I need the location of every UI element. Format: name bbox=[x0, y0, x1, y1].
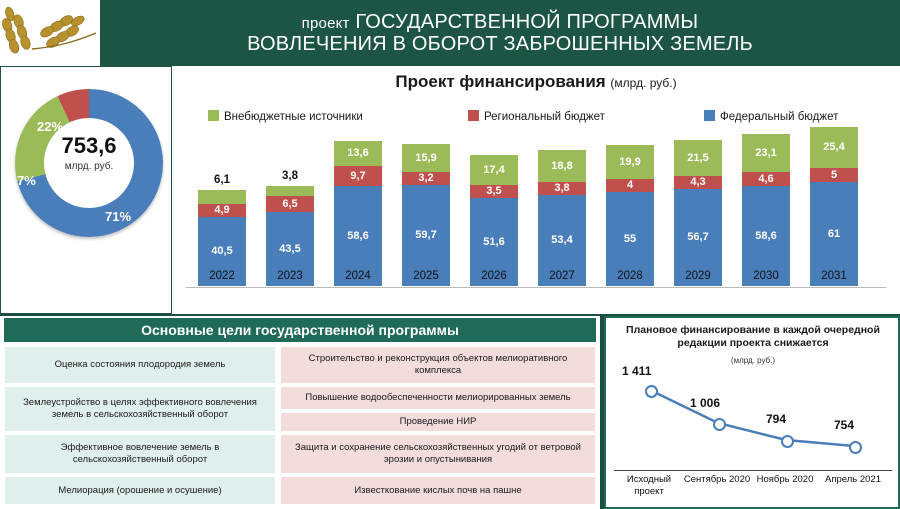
bar-segment-external-2025: 15,9 bbox=[402, 144, 450, 172]
title-line-2: ВОВЛЕЧЕНИЯ В ОБОРОТ ЗАБРОШЕННЫХ ЗЕМЕЛЬ bbox=[247, 33, 753, 55]
x-tick-2028: 2028 bbox=[617, 270, 643, 282]
bar-group-2027 bbox=[538, 150, 586, 286]
bar-segment-regional-2027: 3,8 bbox=[538, 182, 586, 195]
goal-right-4: Защита и сохранение сельскохозяйственных угодий от ветровой эрозии и опустынивания bbox=[280, 434, 596, 474]
bar-segment-regional-2031: 5 bbox=[810, 168, 858, 182]
bar-group-2029 bbox=[674, 140, 722, 286]
bar-segment-external-2028: 19,9 bbox=[606, 145, 654, 179]
line-value-1: 1 411 bbox=[622, 364, 652, 378]
bar-segment-federal-2030: 58,6 bbox=[742, 186, 790, 286]
logo bbox=[0, 0, 100, 66]
legend-item-federal bbox=[704, 110, 838, 123]
bar-segment-external-2023 bbox=[266, 186, 314, 196]
bar-group-2031 bbox=[810, 127, 858, 286]
bar-group-2028 bbox=[606, 145, 654, 286]
line-chart-axis bbox=[614, 470, 892, 471]
x-tick-2023: 2023 bbox=[277, 270, 303, 282]
bar-group-2022 bbox=[198, 174, 246, 286]
line-chart-unit: (млрд. руб.) bbox=[730, 356, 776, 365]
bar-segment-external-2029: 21,5 bbox=[674, 140, 722, 176]
line-chart-plot bbox=[614, 364, 892, 468]
bar-segment-external-2024: 13,6 bbox=[334, 141, 382, 166]
bar-segment-federal-2022: 40,5 bbox=[198, 217, 246, 286]
title-prefix: проект bbox=[301, 14, 350, 32]
bar-chart-plot bbox=[186, 134, 886, 314]
bar-segment-regional-2023: 6,5 bbox=[266, 196, 314, 212]
legend-item-external bbox=[208, 110, 363, 123]
goal-left-3: Эффективное вовлечение земель в сельскохозяйственный оборот bbox=[4, 434, 276, 474]
line-value-3: 794 bbox=[766, 412, 787, 426]
bar-segment-federal-2023: 43,5 bbox=[266, 212, 314, 286]
line-point-4 bbox=[849, 441, 862, 454]
line-value-2: 1 006 bbox=[690, 396, 721, 410]
bar-segment-federal-2024: 58,6 bbox=[334, 186, 382, 286]
bar-chart-unit: (млрд. руб.) bbox=[610, 76, 677, 90]
donut-center-label bbox=[39, 133, 139, 172]
bar-segment-external-2031: 25,4 bbox=[810, 127, 858, 168]
x-tick-2030: 2030 bbox=[753, 270, 779, 282]
donut-chart bbox=[9, 81, 165, 301]
donut-pct-external: 22% bbox=[37, 119, 64, 134]
x-tick-2024: 2024 bbox=[345, 270, 371, 282]
bar-segment-external-2027: 18,8 bbox=[538, 150, 586, 182]
line-x-tick-3: Ноябрь 2020 bbox=[756, 474, 814, 485]
bar-group-2024 bbox=[334, 141, 382, 286]
legend-label-federal: Федеральный бюджет bbox=[720, 111, 839, 123]
bar-group-2025 bbox=[402, 144, 450, 286]
goal-left-2: Землеустройство в целях эффективного вовлечения земель в сельскохозяйственный оборот bbox=[4, 386, 276, 432]
bar-segment-federal-2031: 61 bbox=[810, 182, 858, 286]
line-point-2 bbox=[713, 418, 726, 431]
bar-segment-regional-2024: 9,7 bbox=[334, 166, 382, 186]
goal-right-1: Строительство и реконструкция объектов мелиоративного комплекса bbox=[280, 346, 596, 384]
bar-group-2023 bbox=[266, 170, 314, 286]
bar-segment-regional-2029: 4,3 bbox=[674, 176, 722, 189]
x-tick-2025: 2025 bbox=[413, 270, 439, 282]
bar-chart-panel bbox=[172, 66, 900, 314]
bar-segment-regional-2028: 4 bbox=[606, 179, 654, 192]
bar-segment-regional-2030: 4,6 bbox=[742, 172, 790, 186]
bar-segment-external-2022 bbox=[198, 190, 246, 204]
goal-right-2: Повышение водообеспеченности мелиорированных земель bbox=[280, 386, 596, 410]
bar-segment-regional-2025: 3,2 bbox=[402, 172, 450, 185]
line-point-3 bbox=[781, 435, 794, 448]
donut-pct-federal: 71% bbox=[105, 209, 132, 224]
line-chart-panel bbox=[604, 316, 900, 509]
legend-swatch-federal bbox=[704, 110, 715, 121]
bar-chart-title bbox=[172, 72, 900, 92]
line-point-1 bbox=[645, 385, 658, 398]
goal-left-4: Мелиорация (орошение и осушение) bbox=[4, 476, 276, 505]
goals-panel bbox=[0, 316, 600, 509]
x-tick-2022: 2022 bbox=[209, 270, 235, 282]
goal-right-3: Проведение НИР bbox=[280, 412, 596, 432]
legend-label-regional: Региональный бюджет bbox=[484, 111, 605, 123]
bar-chart-title-text: Проект финансирования bbox=[395, 72, 606, 91]
bar-segment-federal-2027: 53,4 bbox=[538, 195, 586, 286]
wheat-ears-icon bbox=[2, 3, 98, 63]
legend-item-regional bbox=[468, 110, 605, 123]
legend-swatch-external bbox=[208, 110, 219, 121]
donut-pct-regional: 7% bbox=[17, 173, 36, 188]
bar-segment-federal-2029: 56,7 bbox=[674, 189, 722, 286]
bar-total-label-2022: 6,1 bbox=[214, 174, 230, 186]
bar-chart-legend bbox=[172, 110, 900, 126]
bar-segment-external-2026: 17,4 bbox=[470, 155, 518, 185]
x-tick-2026: 2026 bbox=[481, 270, 507, 282]
line-value-4: 754 bbox=[834, 418, 855, 432]
goal-left-1: Оценка состояния плодородия земель bbox=[4, 346, 276, 384]
goals-title: Основные цели государственной программы bbox=[4, 318, 596, 342]
legend-swatch-regional bbox=[468, 110, 479, 121]
x-tick-2031: 2031 bbox=[821, 270, 847, 282]
bar-total-label-2023: 3,8 bbox=[282, 170, 298, 182]
goal-right-5: Известкование кислых почв на пашне bbox=[280, 476, 596, 505]
line-x-tick-4: Апрель 2021 bbox=[825, 474, 881, 485]
donut-total-unit: млрд. руб. bbox=[64, 161, 114, 172]
bar-segment-external-2030: 23,1 bbox=[742, 134, 790, 172]
header-bar bbox=[0, 0, 900, 66]
x-axis-line bbox=[186, 287, 886, 288]
page-title bbox=[100, 0, 900, 66]
legend-label-external: Внебюджетные источники bbox=[224, 111, 363, 123]
title-line-1: ГОСУДАРСТВЕННОЙ ПРОГРАММЫ bbox=[355, 10, 699, 33]
x-tick-2027: 2027 bbox=[549, 270, 575, 282]
line-chart-title: Плановое финансирование в каждой очередной редакции проекта снижается bbox=[626, 324, 880, 350]
bar-segment-regional-2026: 3,5 bbox=[470, 185, 518, 198]
bar-segment-federal-2026: 51,6 bbox=[470, 198, 518, 286]
line-x-tick-1: Исходный проект bbox=[626, 474, 672, 497]
x-tick-2029: 2029 bbox=[685, 270, 711, 282]
bar-segment-federal-2025: 59,7 bbox=[402, 185, 450, 286]
bar-group-2030 bbox=[742, 134, 790, 286]
line-x-tick-2: Сентябрь 2020 bbox=[683, 474, 751, 485]
donut-chart-panel bbox=[0, 66, 172, 314]
donut-total-value: 753,6 bbox=[61, 133, 117, 158]
bar-segment-regional-2022: 4,9 bbox=[198, 204, 246, 217]
bar-group-2026 bbox=[470, 155, 518, 286]
bar-segment-federal-2028: 55 bbox=[606, 192, 654, 286]
